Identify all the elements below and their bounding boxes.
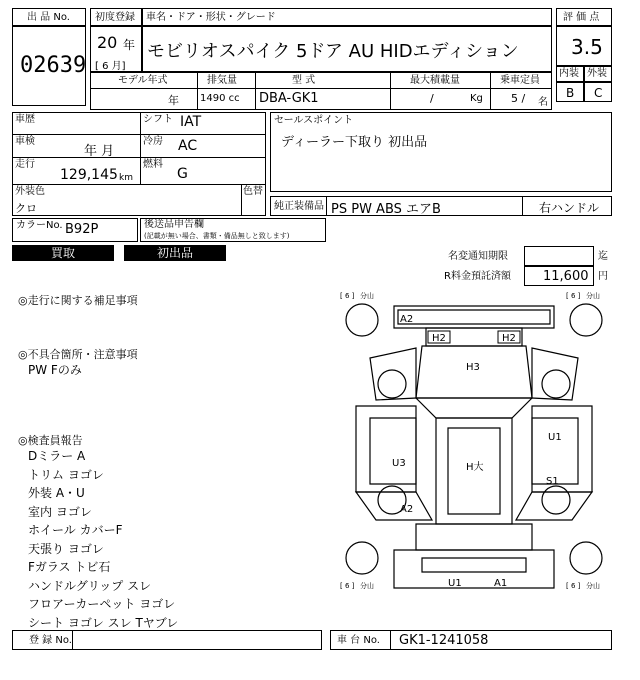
- inspector-item: フロアーカーペット ヨゴレ: [28, 597, 176, 611]
- exterior-grade: C: [594, 86, 603, 100]
- inspector-heading: ◎検査員報告: [18, 434, 83, 447]
- mark-left-quarter: A2: [400, 504, 414, 515]
- reg-month: [ 6 月]: [95, 61, 126, 72]
- late-report-note: (記載が無い場合、書類・備品無しと致します): [144, 232, 290, 240]
- max-load-value: /: [430, 92, 434, 105]
- equipment-label: 純正装備品: [274, 201, 324, 212]
- color-no-cell: [12, 218, 138, 242]
- chassis-row: [330, 630, 612, 650]
- mark-rear-bumper-right: A1: [494, 578, 508, 589]
- lot-number-cell: [12, 26, 86, 106]
- recycle-box: [524, 266, 594, 286]
- mark-roof: H大: [466, 462, 484, 473]
- meter-change-label: 名変通知期限: [448, 251, 508, 262]
- inspector-item: 外装 A・U: [28, 486, 85, 500]
- inspector-item: 天張り ヨゴレ: [28, 541, 104, 556]
- color-no-label: カラーNo.: [16, 220, 63, 231]
- load-unit: Kg: [470, 93, 483, 104]
- tire-rear-right: [570, 542, 602, 574]
- lot-number: 02639: [20, 53, 87, 78]
- score-label-cell: [556, 8, 612, 26]
- mileage-value: 129,145: [60, 167, 118, 183]
- mileage-unit: km: [119, 173, 133, 183]
- reg-no-row: [12, 630, 322, 650]
- inspector-item: ホイール カバーF: [28, 523, 123, 537]
- mark-right-rear-door: S1: [546, 476, 559, 487]
- shift-label: シフト: [143, 114, 173, 125]
- first-reg-cell: [90, 26, 142, 72]
- displacement-label: 排気量: [207, 75, 237, 86]
- late-report-label: 後送品申告欄: [144, 219, 204, 230]
- sales-point-box: [270, 112, 612, 192]
- lot-label: 出 品 No.: [27, 12, 70, 23]
- ac-value: AC: [178, 138, 198, 154]
- spec-row-divider: [90, 88, 552, 89]
- mileage-label: 走行: [15, 159, 35, 170]
- first-listing-badge: 初出品: [124, 245, 226, 261]
- defects-heading: ◎不具合箇所・注意事項: [18, 348, 138, 361]
- capacity-label: 乗車定員: [500, 75, 540, 86]
- interior-label-cell: [556, 66, 584, 82]
- tire-rear-left: [346, 542, 378, 574]
- meter-change-box: [524, 246, 594, 266]
- ac-label: 冷房: [143, 136, 163, 147]
- mark-front-bumper: A2: [400, 314, 414, 325]
- equipment-row: [270, 196, 612, 216]
- capacity-value: 5 /: [511, 92, 526, 105]
- sales-point-label: セールスポイント: [274, 115, 354, 126]
- mark-headlight-left: H2: [432, 333, 446, 344]
- tire-unit-fr: 分山: [586, 292, 600, 300]
- recycle-unit: 円: [598, 271, 608, 282]
- right-side-outline: [532, 406, 592, 492]
- recycle-value: 11,600: [543, 269, 589, 284]
- inspector-item: Fガラス トビ石: [28, 560, 111, 574]
- purchase-badge: 買取: [12, 245, 114, 261]
- exterior-label: 外装: [587, 68, 607, 79]
- sales-point-value: ディーラー下取り 初出品: [281, 135, 428, 150]
- mark-left-door: U3: [392, 458, 406, 469]
- reg-no-label: 登 録 No.: [29, 635, 72, 646]
- front-bumper-outline: [394, 306, 554, 328]
- score-label: 評 価 点: [563, 12, 600, 23]
- displacement-value: 1490 cc: [200, 93, 240, 104]
- fuel-value: G: [177, 166, 188, 182]
- equipment-value: PS PW ABS エアB: [331, 202, 441, 217]
- score-cell: [556, 26, 612, 66]
- inspection-label: 車検: [15, 136, 35, 147]
- exterior-color-value: クロ: [15, 202, 37, 215]
- interior-grade-cell: [556, 82, 584, 102]
- year-unit: 年: [123, 38, 136, 52]
- chassis-label: 車 台 No.: [337, 635, 380, 646]
- recycle-label: R料金預託済額: [444, 271, 511, 282]
- mark-rear-bumper-left: U1: [448, 578, 462, 589]
- model-year-value: 年: [168, 94, 179, 107]
- first-reg-label-cell: [90, 8, 142, 26]
- steering-value: 右ハンドル: [539, 201, 600, 215]
- damage-diagram: [336, 288, 612, 600]
- model-code: DBA-GK1: [259, 91, 319, 106]
- inspector-item: ハンドルグリップ スレ: [28, 578, 152, 593]
- title-label: 車名・ドア・形状・グレード: [146, 12, 276, 23]
- max-load-label: 最大積載量: [410, 75, 460, 86]
- tire-depth-fr: [ 6 ]: [566, 292, 581, 300]
- tire-unit-fl: 分山: [360, 292, 374, 300]
- mark-right-front-door: U1: [548, 432, 562, 443]
- tire-front-right: [570, 304, 602, 336]
- rear-bumper-outline: [394, 550, 554, 588]
- mark-hood: H3: [466, 362, 480, 373]
- exterior-color-label: 外装色: [15, 186, 45, 197]
- color-change-label: 色替: [243, 186, 263, 197]
- reg-year: 20: [97, 33, 118, 52]
- chassis-value: GK1-1241058: [399, 633, 489, 648]
- history-label: 車歴: [15, 114, 35, 125]
- capacity-unit: 名: [538, 97, 548, 108]
- driving-heading: ◎走行に関する補足事項: [18, 294, 138, 307]
- inspector-item: Dミラー A: [28, 449, 86, 463]
- tire-unit-rl: 分山: [360, 582, 374, 590]
- model-code-label: 型 式: [292, 75, 316, 86]
- title-cell: [142, 26, 552, 72]
- tire-depth-fl: [ 6 ]: [340, 292, 355, 300]
- score-value: 3.5: [571, 35, 603, 59]
- defects-list: [28, 362, 82, 378]
- inspector-item: トリム ヨゴレ: [28, 467, 104, 482]
- tire-front-left: [346, 304, 378, 336]
- shift-value: IAT: [180, 114, 202, 130]
- defect-item: PW Fのみ: [28, 363, 82, 377]
- inspector-item: 室内 ヨゴレ: [28, 504, 92, 519]
- interior-grade: B: [566, 86, 575, 100]
- car-title: モビリオスパイク 5ドア AU HIDエディション: [147, 41, 519, 62]
- tire-depth-rr: [ 6 ]: [566, 582, 581, 590]
- late-report-cell: [140, 218, 326, 242]
- tire-unit-rr: 分山: [586, 582, 600, 590]
- left-side-outline: [356, 406, 416, 492]
- exterior-grade-cell: [584, 82, 612, 102]
- fuel-label: 燃料: [143, 159, 163, 170]
- meter-change-unit: 迄: [598, 251, 608, 262]
- tire-depth-rl: [ 6 ]: [340, 582, 355, 590]
- mark-headlight-right: H2: [502, 333, 516, 344]
- interior-label: 内装: [559, 68, 579, 79]
- exterior-label-cell: [584, 66, 612, 82]
- color-no-value: B92P: [65, 222, 99, 237]
- first-reg-label: 初度登録: [95, 12, 135, 23]
- lot-label-cell: [12, 8, 86, 26]
- details-left-block: [12, 112, 266, 216]
- inspection-value: 年 月: [84, 144, 115, 159]
- model-year-label: モデル年式: [118, 75, 168, 86]
- inspector-item: シート ヨゴレ スレ Tヤブレ: [28, 615, 179, 630]
- title-label-cell: [142, 8, 552, 26]
- inspector-list: [28, 447, 178, 632]
